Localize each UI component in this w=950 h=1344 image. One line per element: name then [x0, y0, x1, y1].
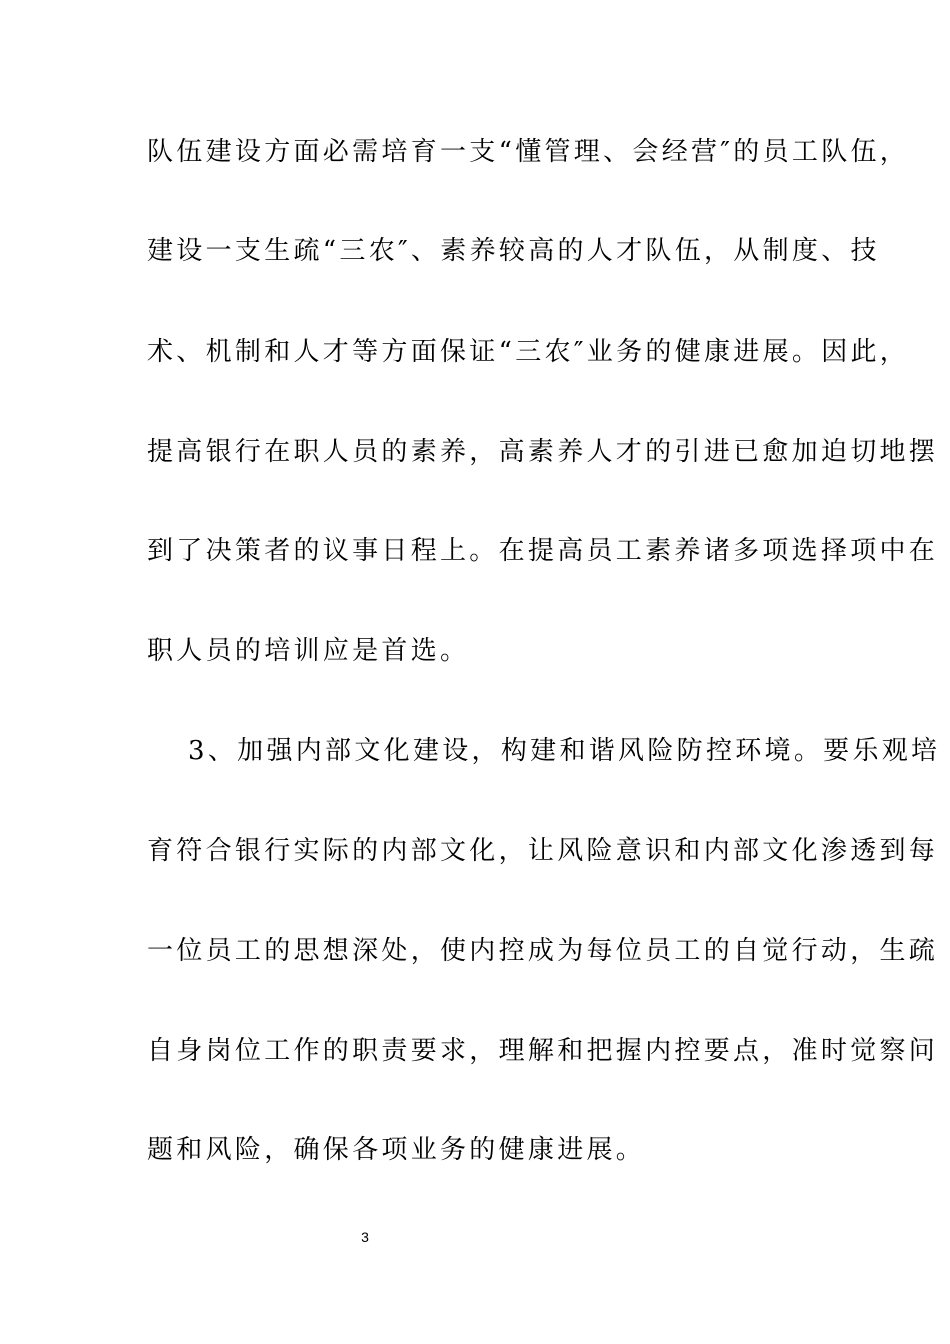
text-line-2: 建设一支生疏“三农″、素养较高的人才队伍，从制度、技 — [147, 236, 880, 266]
text-line-5: 到了决策者的议事日程上。在提高员工素养诸多项选择项中在 — [147, 536, 939, 566]
text-line-4: 提高银行在职人员的素养，高素养人才的引进已愈加迫切地摆 — [147, 437, 939, 467]
text-line-1: 队伍建设方面必需培育一支“懂管理、会经营″的员工队伍， — [147, 137, 910, 167]
text-line-6: 职人员的培训应是首选。 — [147, 636, 470, 666]
text-line-10: 自身岗位工作的职责要求，理解和把握内控要点，准时觉察问 — [147, 1036, 939, 1066]
text-line-3: 术、机制和人才等方面保证“三农″业务的健康进展。因此， — [147, 337, 910, 367]
text-line-9: 一位员工的思想深处，使内控成为每位员工的自觉行动，生疏 — [147, 936, 939, 966]
page-number: 3 — [361, 1229, 369, 1245]
text-line-8: 育符合银行实际的内部文化，让风险意识和内部文化渗透到每 — [147, 836, 939, 866]
text-line-7: 3、加强内部文化建设，构建和谐风险防控环境。要乐观培 — [188, 736, 941, 766]
text-line-11: 题和风险，确保各项业务的健康进展。 — [147, 1135, 646, 1165]
